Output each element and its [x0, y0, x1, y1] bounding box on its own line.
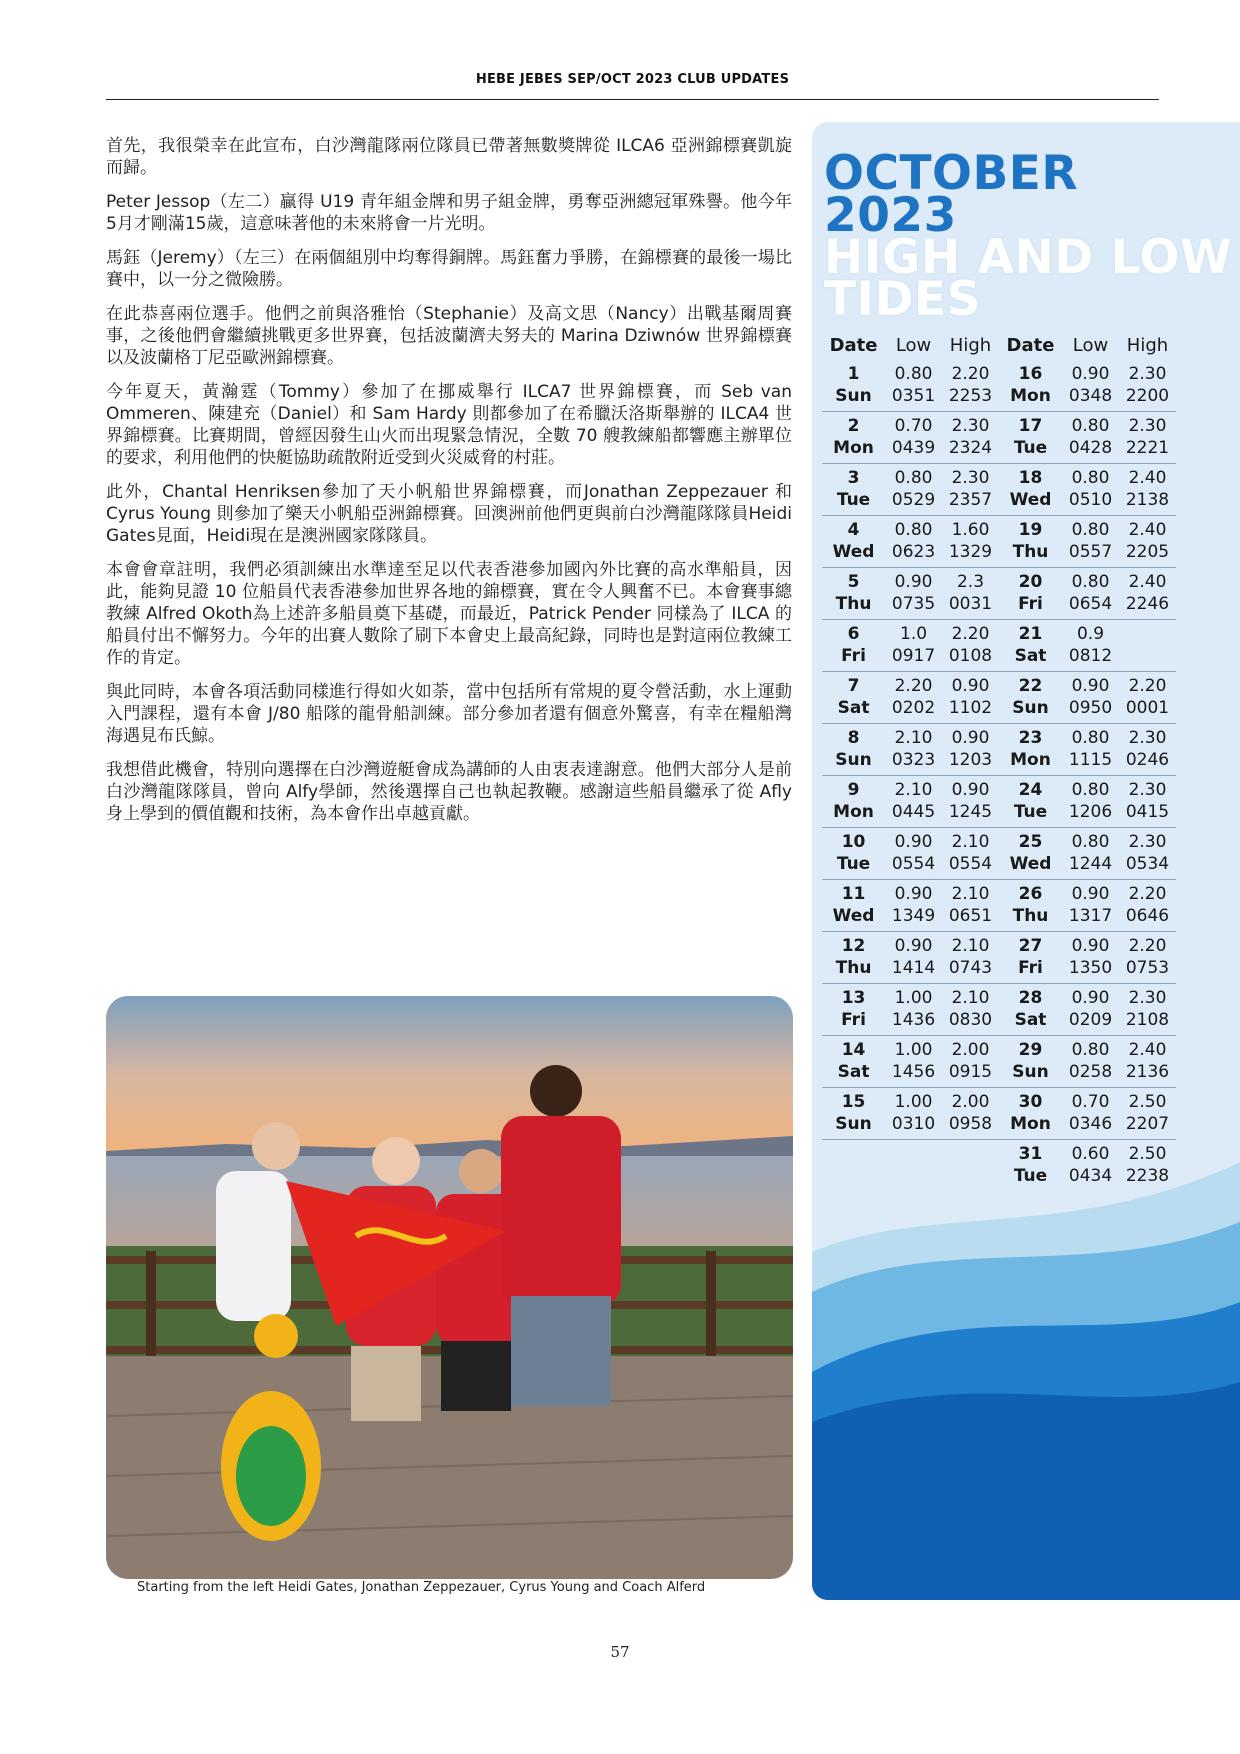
tide-time-row: [822, 905, 1176, 932]
page-header: HEBE JEBES SEP/OCT 2023 CLUB UPDATES: [475, 72, 790, 87]
tide-day-row: [822, 620, 1176, 646]
tide-day-row: [822, 932, 1176, 958]
low-height-cell: 0.80: [1071, 728, 1110, 748]
date-cell: 29: [1018, 1040, 1043, 1060]
high-height-cell: 2.00: [951, 1040, 990, 1060]
photo-caption: Starting from the left Heidi Gates, Jonathan Zeppezauer, Cyrus Young and Coach Alferd: [137, 1580, 706, 1595]
high-height-cell: [1119, 620, 1176, 646]
title-line: HIGH AND LOW: [824, 230, 1233, 285]
low-height-cell: 0.80: [1071, 416, 1110, 436]
tide-time-row: [822, 645, 1176, 672]
low-height-cell: 0.80: [894, 468, 933, 488]
header-rule: [106, 99, 1159, 100]
low-time-cell: 0554: [885, 853, 942, 880]
weekday-cell: [822, 1165, 885, 1191]
low-time-cell: 0529: [885, 489, 942, 516]
high-time-cell: 2138: [1119, 489, 1176, 516]
tide-time-row: [822, 801, 1176, 828]
low-time-cell: 0258: [1062, 1061, 1119, 1088]
tide-day-row: [822, 360, 1176, 385]
weekday-cell: Tue: [999, 801, 1062, 828]
high-height-cell: 2.10: [951, 832, 990, 852]
high-height-cell: 2.50: [1128, 1144, 1167, 1164]
high-time-cell: 1102: [942, 697, 999, 724]
date-cell: 18: [1018, 468, 1043, 488]
col-header: Low: [1072, 334, 1109, 356]
low-time-cell: 1115: [1062, 749, 1119, 776]
date-cell: 5: [847, 572, 860, 592]
high-time-cell: 0646: [1119, 905, 1176, 932]
article-paragraph: 本會會章註明，我們必須訓練出水準達至足以代表香港參加國內外比賽的高水準船員，因此，能夠見證 10 位船員代表香港參加世界各地的錦標賽，實在令人興奮不已。本會賽事總教練 Alfred Okoth為上述許多船員奠下基礎，而最近，Patrick Pender 同樣為了 ILCA 的船員付出不懈努力。今年的出賽人數除了刷下本會史上最高紀錄，同時也是對這兩位教練工作的肯定。: [106, 560, 792, 668]
high-height-cell: 2.40: [1128, 1040, 1167, 1060]
date-cell: 13: [841, 988, 866, 1008]
date-cell: 2: [847, 416, 860, 436]
high-height-cell: 2.30: [951, 416, 990, 436]
low-time-cell: 0510: [1062, 489, 1119, 516]
high-time-cell: 0108: [942, 645, 999, 672]
high-height-cell: 2.3: [956, 572, 985, 592]
weekday-cell: Sat: [999, 1009, 1062, 1036]
low-time-cell: 0434: [1068, 1166, 1113, 1186]
date-cell: 1: [847, 364, 860, 384]
high-height-cell: 2.30: [951, 468, 990, 488]
tide-time-row: [822, 1113, 1176, 1140]
low-time-cell: 0654: [1062, 593, 1119, 620]
low-height-cell: 0.70: [894, 416, 933, 436]
high-time-cell: [942, 1165, 999, 1191]
low-time-cell: 0812: [1062, 645, 1119, 672]
weekday-cell: Sat: [822, 697, 885, 724]
high-time-cell: 2205: [1119, 541, 1176, 568]
low-height-cell: 2.10: [894, 780, 933, 800]
date-cell: 20: [1018, 572, 1043, 592]
high-time-cell: 0915: [942, 1061, 999, 1088]
tide-day-row: [822, 724, 1176, 750]
weekday-cell: Fri: [999, 957, 1062, 984]
date-cell: 7: [847, 676, 860, 696]
high-time-cell: 1329: [942, 541, 999, 568]
low-height-cell: 0.90: [1071, 676, 1110, 696]
date-cell: 25: [1018, 832, 1043, 852]
article-paragraph: 我想借此機會，特別向選擇在白沙灣遊艇會成為講師的人由衷表達謝意。他們大部分人是前白沙灣龍隊隊員，曾向 Alfy學師，然後選擇自己也執起教鞭。感謝這些船員繼承了從 Afly 身上學到的價值觀和技術，為本會作出卓越貢獻。: [106, 760, 792, 824]
weekday-cell: Mon: [999, 749, 1062, 776]
weekday-cell: Thu: [822, 593, 885, 620]
low-time-cell: 1436: [885, 1009, 942, 1036]
weekday-cell: Mon: [822, 437, 885, 464]
low-height-cell: 0.90: [1071, 884, 1110, 904]
low-height-cell: 2.20: [894, 676, 933, 696]
col-header: Low: [895, 334, 932, 356]
weekday-cell: Fri: [822, 1009, 885, 1036]
low-height-cell: 0.80: [1071, 832, 1110, 852]
high-height-cell: 2.10: [951, 884, 990, 904]
tide-day-row: [822, 880, 1176, 906]
low-height-cell: 0.90: [894, 884, 933, 904]
low-time-cell: 0209: [1062, 1009, 1119, 1036]
weekday-cell: Sun: [999, 697, 1062, 724]
low-height-cell: 0.80: [1071, 468, 1110, 488]
high-height-cell: 2.20: [951, 364, 990, 384]
low-time-cell: 0202: [885, 697, 942, 724]
high-time-cell: 2238: [1125, 1166, 1170, 1186]
date-cell: 16: [1018, 364, 1043, 384]
low-time-cell: 0735: [885, 593, 942, 620]
low-height-cell: 0.90: [1071, 364, 1110, 384]
low-time-cell: 0346: [1062, 1113, 1119, 1140]
weekday-cell: Sat: [822, 1061, 885, 1088]
low-time-cell: 0428: [1062, 437, 1119, 464]
high-height-cell: 2.40: [1128, 572, 1167, 592]
team-photo-illustration: [106, 996, 793, 1579]
tide-table: [822, 330, 1176, 1191]
tide-time-row: [822, 385, 1176, 412]
article-paragraph: 今年夏天，黃瀚霆（Tommy）參加了在挪威舉行 ILCA7 世界錦標賽，而 Seb van Ommeren、陳建充（Daniel）和 Sam Hardy 則都參加了在希臘沃洛斯舉辦的 ILCA4 世界錦標賽。比賽期間，曾經因發生山火而出現緊急情況，全數 70 艘教練船都響應主辦單位的要求，利用他們的快艇協助疏散附近受到火災威脅的村莊。: [106, 382, 792, 468]
weekday-cell: Wed: [822, 541, 885, 568]
date-cell: 15: [841, 1092, 866, 1112]
low-height-cell: 0.80: [894, 520, 933, 540]
date-cell: 31: [1018, 1144, 1043, 1164]
high-time-cell: 2253: [942, 385, 999, 412]
high-height-cell: 2.30: [1128, 832, 1167, 852]
weekday-cell: Mon: [999, 1113, 1062, 1140]
title-line: 2023: [824, 188, 957, 243]
tide-day-row: [822, 984, 1176, 1010]
weekday-cell: Tue: [822, 489, 885, 516]
low-time-cell: 0917: [885, 645, 942, 672]
page-number: 57: [610, 1643, 630, 1661]
article-paragraph: 與此同時，本會各項活動同樣進行得如火如荼，當中包括所有常規的夏令營活動，水上運動入門課程，還有本會 J/80 船隊的龍骨船訓練。部分參加者還有個意外驚喜，有幸在糧船灣海遇見布氏鯨。: [106, 682, 792, 746]
date-cell: 17: [1018, 416, 1043, 436]
date-cell: 9: [847, 780, 860, 800]
high-height-cell: 2.50: [1128, 1092, 1167, 1112]
high-height-cell: 0.90: [951, 728, 990, 748]
low-height-cell: 1.00: [894, 988, 933, 1008]
low-height-cell: 0.80: [1071, 572, 1110, 592]
weekday-cell: Tue: [999, 437, 1062, 464]
low-height-cell: 0.80: [1071, 1040, 1110, 1060]
low-height-cell: 0.90: [1071, 936, 1110, 956]
low-height-cell: 0.80: [1071, 520, 1110, 540]
article-paragraph: Peter Jessop（左二）贏得 U19 青年組金牌和男子組金牌，勇奪亞洲總冠軍殊譽。他今年5月才剛滿15歲，這意味著他的未來將會一片光明。: [106, 192, 792, 234]
weekday-cell: Thu: [999, 905, 1062, 932]
date-cell: 8: [847, 728, 860, 748]
high-time-cell: 2246: [1119, 593, 1176, 620]
high-time-cell: 0031: [942, 593, 999, 620]
high-time-cell: 2207: [1119, 1113, 1176, 1140]
low-height-cell: [885, 1140, 942, 1166]
col-header: High: [1126, 334, 1169, 356]
high-height-cell: 2.20: [951, 624, 990, 644]
weekday-cell: Thu: [999, 541, 1062, 568]
low-time-cell: 0439: [885, 437, 942, 464]
tide-day-row: [822, 1036, 1176, 1062]
tide-day-row: [822, 776, 1176, 802]
low-height-cell: 0.70: [1071, 1092, 1110, 1112]
tide-time-row: [822, 697, 1176, 724]
high-height-cell: 2.30: [1128, 364, 1167, 384]
tide-day-row: [822, 464, 1176, 490]
low-height-cell: 1.00: [894, 1092, 933, 1112]
weekday-cell: Mon: [999, 385, 1062, 412]
low-time-cell: 1350: [1062, 957, 1119, 984]
high-time-cell: 0753: [1119, 957, 1176, 984]
tide-day-row: [822, 516, 1176, 542]
col-header: Date: [829, 334, 878, 356]
date-cell: 23: [1018, 728, 1043, 748]
date-cell: 30: [1018, 1092, 1043, 1112]
weekday-cell: Tue: [822, 853, 885, 880]
high-time-cell: 0534: [1119, 853, 1176, 880]
title-line: OCTOBER: [824, 146, 1079, 201]
weekday-cell: Thu: [822, 957, 885, 984]
date-cell: 14: [841, 1040, 866, 1060]
high-time-cell: 0651: [942, 905, 999, 932]
date-cell: 26: [1018, 884, 1043, 904]
low-height-cell: 0.90: [894, 572, 933, 592]
weekday-cell: Sat: [999, 645, 1062, 672]
high-time-cell: 1203: [942, 749, 999, 776]
low-height-cell: 2.10: [894, 728, 933, 748]
date-cell: 27: [1018, 936, 1043, 956]
article-paragraph: 在此恭喜兩位選手。他們之前與洛雅怡（Stephanie）及高文思（Nancy）出戰基爾周賽事，之後他們會繼續挑戰更多世界賽，包括波蘭濟夫努夫的 Marina Dziwnów 世界錦標賽以及波蘭格丁尼亞歐洲錦標賽。: [106, 304, 792, 368]
low-time-cell: 0351: [885, 385, 942, 412]
high-height-cell: 2.20: [1128, 884, 1167, 904]
high-height-cell: 2.40: [1128, 468, 1167, 488]
date-cell: 28: [1018, 988, 1043, 1008]
low-height-cell: 0.80: [894, 364, 933, 384]
weekday-cell: Mon: [822, 801, 885, 828]
high-time-cell: 1245: [942, 801, 999, 828]
tide-time-row: [822, 489, 1176, 516]
weekday-cell: Wed: [822, 905, 885, 932]
high-height-cell: 2.30: [1128, 988, 1167, 1008]
tide-time-row: [822, 957, 1176, 984]
tide-time-row: [822, 1009, 1176, 1036]
high-time-cell: 2136: [1119, 1061, 1176, 1088]
article-paragraph: 馬鈺（Jeremy）（左三）在兩個組別中均奪得銅牌。馬鈺奮力爭勝，在錦標賽的最後一場比賽中，以一分之微險勝。: [106, 248, 792, 290]
date-cell: 21: [1018, 624, 1043, 644]
low-height-cell: 0.90: [894, 936, 933, 956]
low-height-cell: 0.9: [1076, 624, 1105, 644]
col-header: High: [949, 334, 992, 356]
high-height-cell: [942, 1140, 999, 1166]
low-height-cell: 0.80: [1071, 780, 1110, 800]
low-time-cell: 1206: [1062, 801, 1119, 828]
high-time-cell: 0001: [1119, 697, 1176, 724]
weekday-cell: Sun: [999, 1061, 1062, 1088]
low-time-cell: 0557: [1062, 541, 1119, 568]
high-time-cell: 2200: [1119, 385, 1176, 412]
low-time-cell: 0310: [885, 1113, 942, 1140]
article-body: [106, 135, 792, 837]
weekday-cell: Fri: [822, 645, 885, 672]
weekday-cell: Sun: [822, 1113, 885, 1140]
low-height-cell: 0.90: [894, 832, 933, 852]
high-height-cell: 2.20: [1128, 676, 1167, 696]
high-height-cell: 2.10: [951, 988, 990, 1008]
high-time-cell: [1119, 645, 1176, 672]
low-time-cell: 1456: [885, 1061, 942, 1088]
low-time-cell: 1317: [1062, 905, 1119, 932]
high-height-cell: 2.30: [1128, 780, 1167, 800]
tide-time-row: [822, 1165, 1176, 1191]
tide-time-row: [822, 593, 1176, 620]
high-height-cell: 2.40: [1128, 520, 1167, 540]
weekday-cell: Wed: [999, 853, 1062, 880]
weekday-cell: Sun: [822, 385, 885, 412]
weekday-cell: Sun: [822, 749, 885, 776]
high-height-cell: 2.00: [951, 1092, 990, 1112]
high-height-cell: 1.60: [951, 520, 990, 540]
tide-day-row: [822, 1140, 1176, 1166]
weekday-cell: Fri: [999, 593, 1062, 620]
low-time-cell: 0950: [1062, 697, 1119, 724]
tide-time-row: [822, 437, 1176, 464]
weekday-cell: Tue: [1013, 1166, 1048, 1186]
low-height-cell: 1.00: [894, 1040, 933, 1060]
low-height-cell: 0.90: [1071, 988, 1110, 1008]
low-time-cell: 1244: [1062, 853, 1119, 880]
high-time-cell: 0958: [942, 1113, 999, 1140]
high-time-cell: 2324: [942, 437, 999, 464]
low-time-cell: [885, 1165, 942, 1191]
high-height-cell: 0.90: [951, 676, 990, 696]
high-height-cell: 2.20: [1128, 936, 1167, 956]
tide-day-row: [822, 672, 1176, 698]
tide-day-row: [822, 412, 1176, 438]
date-cell: 10: [841, 832, 866, 852]
date-cell: [822, 1140, 885, 1166]
date-cell: 24: [1018, 780, 1043, 800]
tide-day-row: [822, 828, 1176, 854]
weekday-cell: Wed: [999, 489, 1062, 516]
low-height-cell: 1.0: [900, 624, 928, 644]
high-time-cell: 0415: [1119, 801, 1176, 828]
tide-day-row: [822, 568, 1176, 594]
high-time-cell: 0554: [942, 853, 999, 880]
high-time-cell: 2357: [942, 489, 999, 516]
high-height-cell: 2.30: [1128, 416, 1167, 436]
low-time-cell: 1349: [885, 905, 942, 932]
high-time-cell: 2108: [1119, 1009, 1176, 1036]
date-cell: 11: [841, 884, 866, 904]
high-time-cell: 0246: [1119, 749, 1176, 776]
date-cell: 12: [841, 936, 866, 956]
tide-body: [822, 360, 1176, 1191]
team-photo: [106, 996, 793, 1579]
low-time-cell: 0323: [885, 749, 942, 776]
date-cell: 4: [847, 520, 860, 540]
low-time-cell: 0445: [885, 801, 942, 828]
low-time-cell: 1414: [885, 957, 942, 984]
col-header: Date: [1006, 334, 1055, 356]
high-time-cell: 2221: [1119, 437, 1176, 464]
high-time-cell: 0743: [942, 957, 999, 984]
low-height-cell: 0.60: [1071, 1144, 1110, 1164]
tide-header-row: [822, 330, 1176, 360]
article-paragraph: 首先，我很榮幸在此宣布，白沙灣龍隊兩位隊員已帶著無數獎牌從 ILCA6 亞洲錦標賽凱旋而歸。: [106, 136, 792, 178]
tide-time-row: [822, 749, 1176, 776]
low-time-cell: 0623: [885, 541, 942, 568]
title-line: TIDES: [824, 272, 982, 327]
article-paragraph: 此外，Chantal Henriksen參加了天小帆船世界錦標賽，而Jonathan Zeppezauer 和 Cyrus Young 則參加了樂天小帆船亞洲錦標賽。回澳洲前他們更與前白沙灣龍隊隊員Heidi Gates見面，Heidi現在是澳洲國家隊隊員。: [106, 482, 792, 546]
high-time-cell: 0830: [942, 1009, 999, 1036]
tide-time-row: [822, 853, 1176, 880]
tide-day-row: [822, 1088, 1176, 1114]
high-height-cell: 0.90: [951, 780, 990, 800]
date-cell: 6: [847, 624, 860, 644]
tide-time-row: [822, 1061, 1176, 1088]
date-cell: 3: [847, 468, 860, 488]
date-cell: 19: [1018, 520, 1043, 540]
tides-title: [824, 146, 1233, 327]
tide-time-row: [822, 541, 1176, 568]
low-time-cell: 0348: [1062, 385, 1119, 412]
high-height-cell: 2.30: [1128, 728, 1167, 748]
high-height-cell: 2.10: [951, 936, 990, 956]
date-cell: 22: [1018, 676, 1043, 696]
